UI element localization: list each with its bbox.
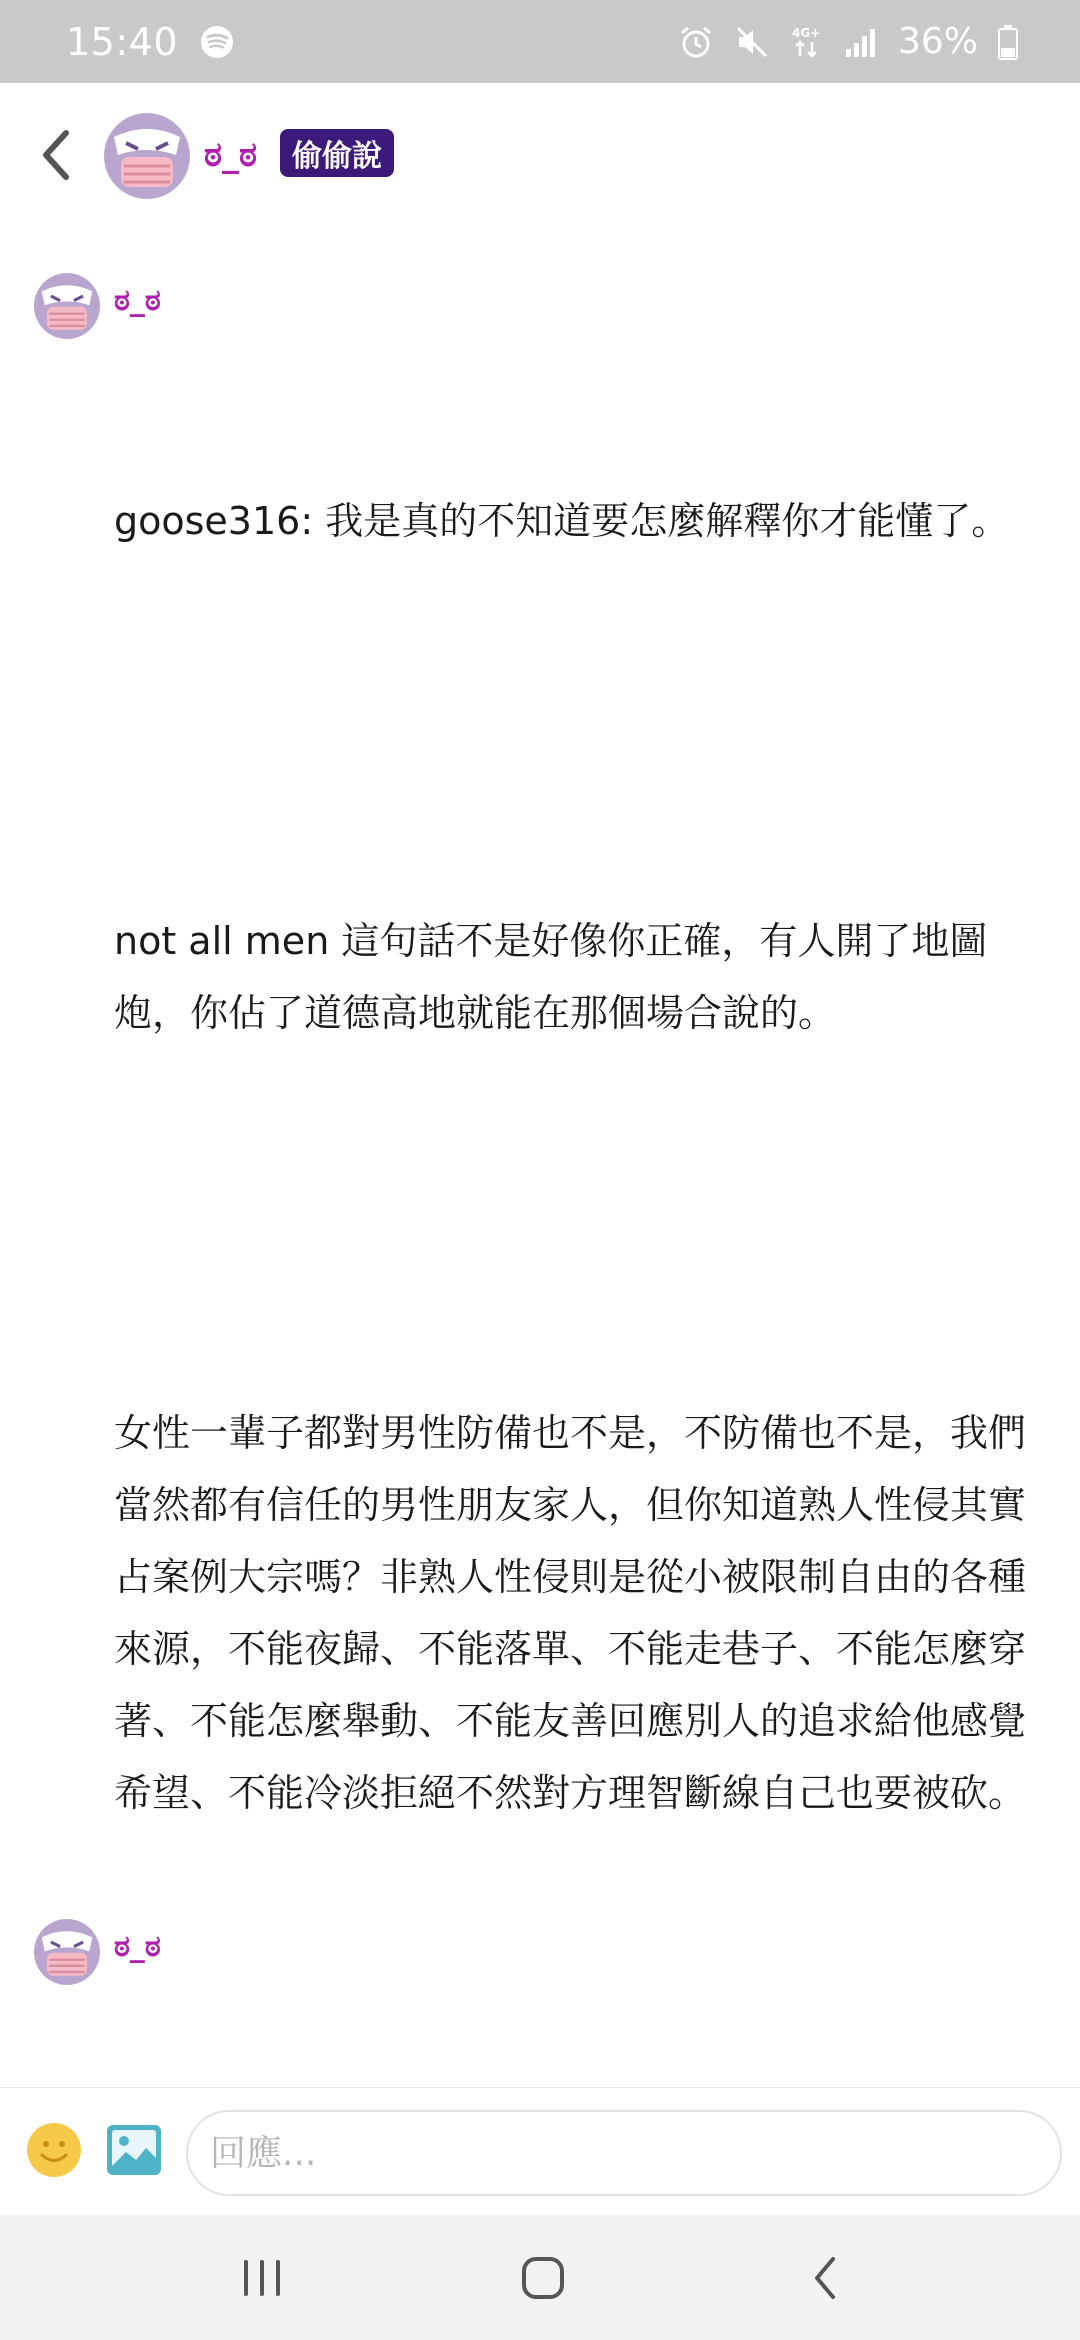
home-icon — [520, 2255, 566, 2301]
comment-body — [114, 1987, 1048, 2087]
alarm-icon — [678, 24, 714, 60]
spotify-icon — [200, 25, 234, 59]
comment-author[interactable]: ಠ_ಠ — [114, 1929, 161, 1964]
comment-feed[interactable] — [0, 229, 1080, 2087]
emoji-icon — [26, 2122, 82, 2178]
comment-item — [0, 1919, 1080, 2087]
battery-icon — [998, 24, 1018, 60]
comment-body — [114, 341, 1048, 2087]
nav-back-button[interactable] — [795, 2253, 855, 2303]
back-icon — [809, 2255, 841, 2301]
4g-icon — [790, 24, 824, 60]
board-badge[interactable]: 偷偷說 — [280, 129, 394, 177]
author-name[interactable]: ಠ_ಠ — [204, 135, 257, 175]
home-button[interactable] — [513, 2253, 573, 2303]
comment-author[interactable]: ಠ_ಠ — [114, 283, 161, 318]
avatar[interactable] — [104, 113, 190, 199]
image-icon — [106, 2124, 162, 2176]
image-button[interactable] — [106, 2124, 162, 2176]
system-nav-bar — [0, 2215, 1080, 2340]
reply-composer — [0, 2087, 1080, 2215]
back-button[interactable] — [30, 125, 80, 185]
comment-item — [0, 251, 1080, 1891]
battery-percent: 36% — [897, 21, 978, 62]
emoji-button[interactable] — [26, 2122, 82, 2178]
avatar[interactable] — [34, 273, 100, 339]
status-bar — [0, 0, 1080, 83]
recent-apps-button[interactable] — [232, 2253, 292, 2303]
reply-input[interactable] — [186, 2110, 1062, 2196]
comment-paragraph: not all men 這句話不是好像你正確，有人開了地圖炮，你佔了道德高地就能在那個場合說的。 — [114, 919, 988, 1035]
mute-icon — [734, 24, 770, 60]
comment-paragraph: 女性一輩子都對男性防備也不是，不防備也不是，我們當然都有信任的男性朋友家人，但你知道熟人性侵其實占案例大宗嗎？非熟人性侵則是從小被限制自由的各種來源，不能夜歸、不能落單、不能走巷子、不能怎麼穿著、不能怎麼舉動、不能友善回應別人的追求給他感覺希望、不能冷淡拒絕不然對方理智斷線自己也要被砍。 — [114, 1411, 1027, 1815]
chevron-left-icon — [38, 129, 72, 181]
svg-text:4G+: 4G+ — [791, 25, 821, 40]
status-time: 15:40 — [66, 19, 179, 64]
signal-icon — [844, 25, 878, 59]
post-header — [0, 83, 1080, 229]
recent-apps-icon — [240, 2258, 284, 2298]
comment-paragraph: goose316: 我是真的不知道要怎麼解釋你才能懂了。 — [114, 499, 1010, 543]
avatar[interactable] — [34, 1919, 100, 1985]
